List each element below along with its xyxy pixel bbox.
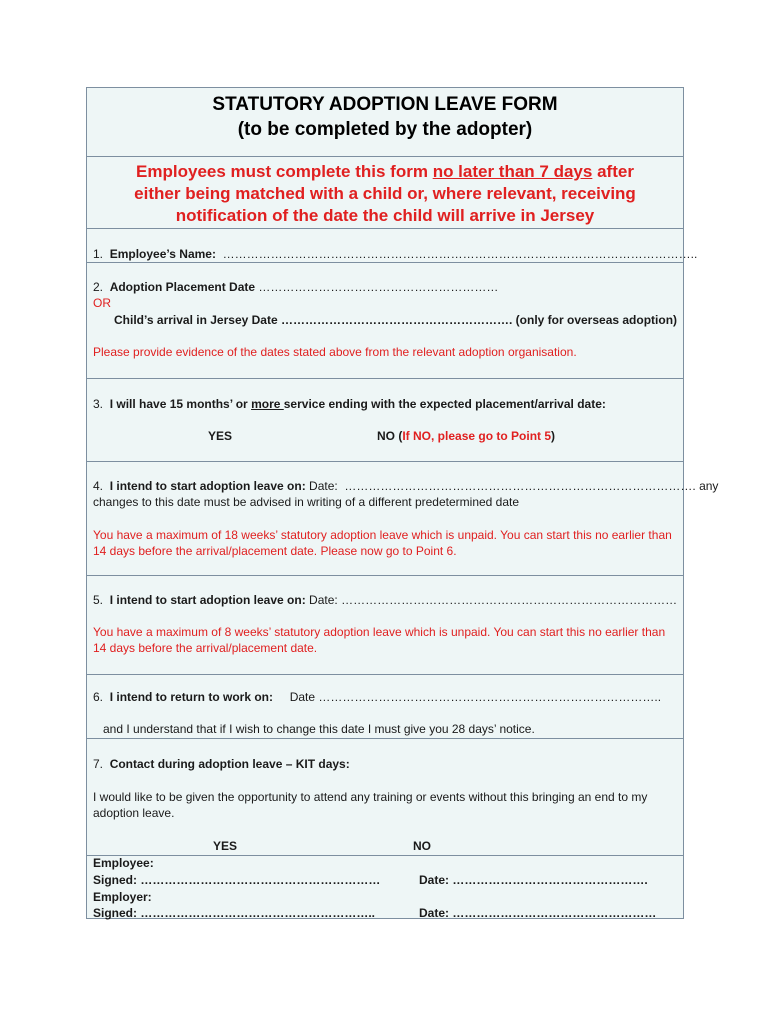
no-label: NO ( — [377, 429, 403, 443]
service-yes-option[interactable]: YES — [208, 429, 233, 443]
placement-date-field[interactable]: …………………………………………………… — [258, 280, 499, 294]
kit-days-row — [93, 756, 350, 772]
signature-block — [87, 856, 683, 920]
or-label: OR — [93, 296, 111, 310]
employer-label: Employer: — [93, 890, 152, 904]
leave-start-date-field[interactable]: ……………………………………………………………………………. — [344, 479, 696, 493]
placement-date-label: Adoption Placement Date — [109, 280, 256, 294]
notice-period-text: and I understand that if I wish to change this date I must give you 28 days’ notice. — [103, 722, 535, 736]
arrival-date-label: Child’s arrival in Jersey Date — [114, 313, 278, 327]
leave-start-row — [93, 592, 677, 608]
no-instruction: If NO, please go to Point 5 — [402, 429, 552, 443]
section-number: 4. — [93, 479, 104, 493]
leave-start-tail: any — [695, 479, 719, 493]
no-label-close: ) — [551, 429, 556, 443]
kit-no-option[interactable]: NO — [413, 839, 431, 853]
section-number: 1. — [93, 247, 104, 261]
section-number: 3. — [93, 397, 104, 411]
form-title: STATUTORY ADOPTION LEAVE FORM — [212, 94, 558, 115]
overseas-note: (only for overseas adoption) — [515, 313, 678, 327]
arrival-date-row — [114, 312, 677, 328]
leave-start-label: I intend to start adoption leave on: — [109, 479, 306, 493]
employer-date-field[interactable]: Date: …………………………………………… — [419, 906, 657, 920]
leave-start-date-field[interactable]: ………………………………………………………………………… — [341, 593, 678, 607]
section-service-length — [87, 379, 683, 462]
date-label: Date: — [309, 479, 338, 493]
deadline-notice — [87, 157, 683, 229]
kit-days-text: I would like to be given the opportunity to attend any training or events without this bringing an end to my adoption leave. — [93, 790, 648, 820]
employer-signature-field[interactable]: Signed: ………………………………………………….. — [93, 906, 375, 920]
section-leave-start-18wk — [87, 462, 719, 576]
section-number: 7. — [93, 757, 104, 771]
section-number: 6. — [93, 690, 104, 704]
employee-date-field[interactable]: Date: …………………………………………. — [419, 873, 648, 887]
section-kit-days — [87, 739, 683, 856]
return-date-row — [93, 689, 661, 705]
section-placement-date — [87, 263, 683, 379]
section-employee-name — [87, 229, 698, 263]
section-number: 5. — [93, 593, 104, 607]
return-date-label: I intend to return to work on: — [109, 690, 274, 704]
notice-line-2: either being matched with a child or, where relevant, receiving — [134, 184, 636, 203]
date-label: Date: — [309, 593, 338, 607]
employee-name-field[interactable]: ……………………………………………………………………………………………………….. — [222, 247, 698, 261]
arrival-date-field[interactable]: …………………………………………………. — [280, 313, 513, 327]
notice-deadline: no later than 7 days — [432, 162, 593, 181]
form-subtitle: (to be completed by the adopter) — [237, 119, 533, 140]
employee-name-label: Employee’s Name: — [109, 247, 216, 261]
max-18-weeks-note: You have a maximum of 18 weeks’ statutory adoption leave which is unpaid. You can start this no earlier than 14 days before the arrival/placement date. Please now go to Point 6. — [93, 528, 672, 558]
section-number: 2. — [93, 280, 104, 294]
employee-signature-field[interactable]: Signed: …………………………………………………… — [93, 873, 381, 887]
leave-start-label: I intend to start adoption leave on: — [109, 593, 306, 607]
notice-text: after — [592, 162, 634, 181]
notice-text: Employees must complete this form — [136, 162, 433, 181]
employee-label: Employee: — [93, 856, 154, 870]
notice-line-3: notification of the date the child will arrive in Jersey — [175, 206, 595, 225]
date-label: Date — [289, 690, 316, 704]
service-question — [93, 396, 606, 412]
return-date-field[interactable]: ………………………………………………………………………….. — [318, 690, 662, 704]
service-question-text: service ending with the expected placement/arrival date: — [283, 397, 606, 411]
change-advice: changes to this date must be advised in writing of a different predetermined date — [93, 495, 520, 509]
service-question-text: I will have 15 months’ or — [109, 397, 252, 411]
form-header — [87, 88, 683, 157]
placement-date-row — [93, 279, 498, 295]
leave-start-row — [93, 478, 718, 494]
service-no-option[interactable] — [377, 428, 555, 444]
evidence-note: Please provide evidence of the dates stated above from the relevant adoption organisation. — [93, 345, 577, 359]
kit-days-label: Contact during adoption leave – KIT days: — [109, 757, 350, 771]
service-question-more: more — [251, 397, 284, 411]
adoption-leave-form — [86, 87, 719, 920]
kit-yes-option[interactable]: YES — [213, 839, 238, 853]
section-leave-start-8wk — [87, 576, 683, 675]
employee-name-row — [93, 246, 697, 262]
max-8-weeks-note: You have a maximum of 8 weeks’ statutory adoption leave which is unpaid. You can start this no earlier than 14 days before the arrival/placement date. — [93, 625, 666, 655]
section-return-to-work — [87, 675, 683, 739]
